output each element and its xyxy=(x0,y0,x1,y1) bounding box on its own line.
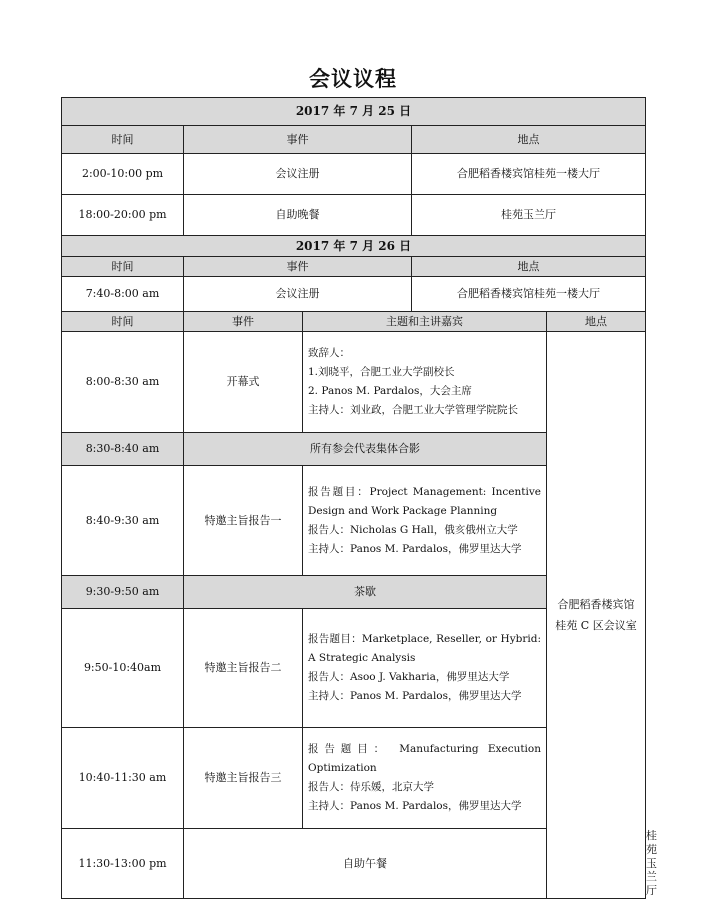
table-row xyxy=(62,154,646,195)
program-header-event: 事件 xyxy=(184,312,303,332)
day2-date-row xyxy=(62,236,646,257)
table-row: 11:30-13:00 pm 自助午餐 桂苑玉兰厅 xyxy=(62,829,646,899)
program-header-time: 时间 xyxy=(62,312,184,332)
program-header-topic: 主题和主讲嘉宾 xyxy=(303,312,547,332)
talk-title: 报告题目： Manufacturing Execution Optimization xyxy=(308,743,541,774)
row-time: 9:30-9:50 am xyxy=(62,576,184,609)
talk-title: 报告题目：Marketplace, Reseller, or Hybrid: A Strategic Analysis xyxy=(308,633,541,664)
row-event: 特邀主旨报告二 xyxy=(184,609,303,728)
row-time: 10:40-11:30 am xyxy=(62,728,184,829)
row-topic xyxy=(303,728,547,829)
program-header-location: 地点 xyxy=(547,312,646,332)
topic-line: 致辞人： xyxy=(308,347,350,359)
row-time: 11:30-13:00 pm xyxy=(62,829,184,899)
row-event: 开幕式 xyxy=(184,332,303,433)
row-time: 18:00-20:00 pm xyxy=(62,195,184,236)
row-topic xyxy=(303,466,547,576)
row-event: 茶歇 xyxy=(184,576,547,609)
row-time: 2:00-10:00 pm xyxy=(62,154,184,195)
row-event: 自助晚餐 xyxy=(184,195,412,236)
row-time: 9:50-10:40am xyxy=(62,609,184,728)
page-title: 会议议程 xyxy=(309,66,397,91)
row-location: 合肥稻香楼宾馆桂苑一楼大厅 xyxy=(412,154,646,195)
speaker: 报告人：Nicholas G Hall，俄亥俄州立大学 xyxy=(308,523,518,536)
day1-header-time: 时间 xyxy=(62,126,184,154)
day1-header-location: 地点 xyxy=(412,126,646,154)
venue-cell xyxy=(547,332,646,899)
day1-header-event: 事件 xyxy=(184,126,412,154)
row-location: 合肥稻香楼宾馆桂苑一楼大厅 xyxy=(412,277,646,312)
venue-line: 合肥稻香楼宾馆 xyxy=(557,597,635,611)
host: 主持人：Panos M. Pardalos，佛罗里达大学 xyxy=(308,690,522,702)
row-event: 特邀主旨报告三 xyxy=(184,728,303,829)
day2-header-location: 地点 xyxy=(412,257,646,277)
day2-header-time: 时间 xyxy=(62,257,184,277)
table-row xyxy=(62,332,646,433)
row-topic xyxy=(303,332,547,433)
row-time: 8:00-8:30 am xyxy=(62,332,184,433)
row-time: 7:40-8:00 am xyxy=(62,277,184,312)
topic-line: 2. Panos M. Pardalos，大会主席 xyxy=(308,385,472,397)
table-row xyxy=(62,195,646,236)
row-event: 特邀主旨报告一 xyxy=(184,466,303,576)
agenda-table xyxy=(61,97,658,899)
topic-line: 1.刘晓平，合肥工业大学副校长 xyxy=(308,366,455,378)
talk-title: 报告题目：Project Management: Incentive Design and Work Package Planning xyxy=(308,485,541,517)
row-time: 8:40-9:30 am xyxy=(62,466,184,576)
program-header-row xyxy=(62,312,646,332)
day1-date: 2017 年 7 月 25 日 xyxy=(62,98,646,126)
topic-line: 主持人：刘业政，合肥工业大学管理学院院长 xyxy=(308,404,518,416)
row-event: 自助午餐 xyxy=(184,829,547,899)
day1-header-row xyxy=(62,126,646,154)
row-time: 8:30-8:40 am xyxy=(62,433,184,466)
day2-header-event: 事件 xyxy=(184,257,412,277)
day2-date: 2017 年 7 月 26 日 xyxy=(62,236,646,257)
row-topic xyxy=(303,609,547,728)
row-location: 桂苑玉兰厅 xyxy=(412,195,646,236)
day1-date-row xyxy=(62,98,646,126)
table-row xyxy=(62,277,646,312)
day2-header-row xyxy=(62,257,646,277)
host: 主持人：Panos M. Pardalos，佛罗里达大学 xyxy=(308,800,522,812)
row-event: 会议注册 xyxy=(184,154,412,195)
row-event: 会议注册 xyxy=(184,277,412,312)
speaker: 报告人：Asoo J. Vakharia，佛罗里达大学 xyxy=(308,671,510,683)
row-event: 所有参会代表集体合影 xyxy=(184,433,547,466)
venue-line: 桂苑 C 区会议室 xyxy=(555,618,637,632)
host: 主持人：Panos M. Pardalos，佛罗里达大学 xyxy=(308,542,522,555)
speaker: 报告人：侍乐媛，北京大学 xyxy=(308,781,434,793)
